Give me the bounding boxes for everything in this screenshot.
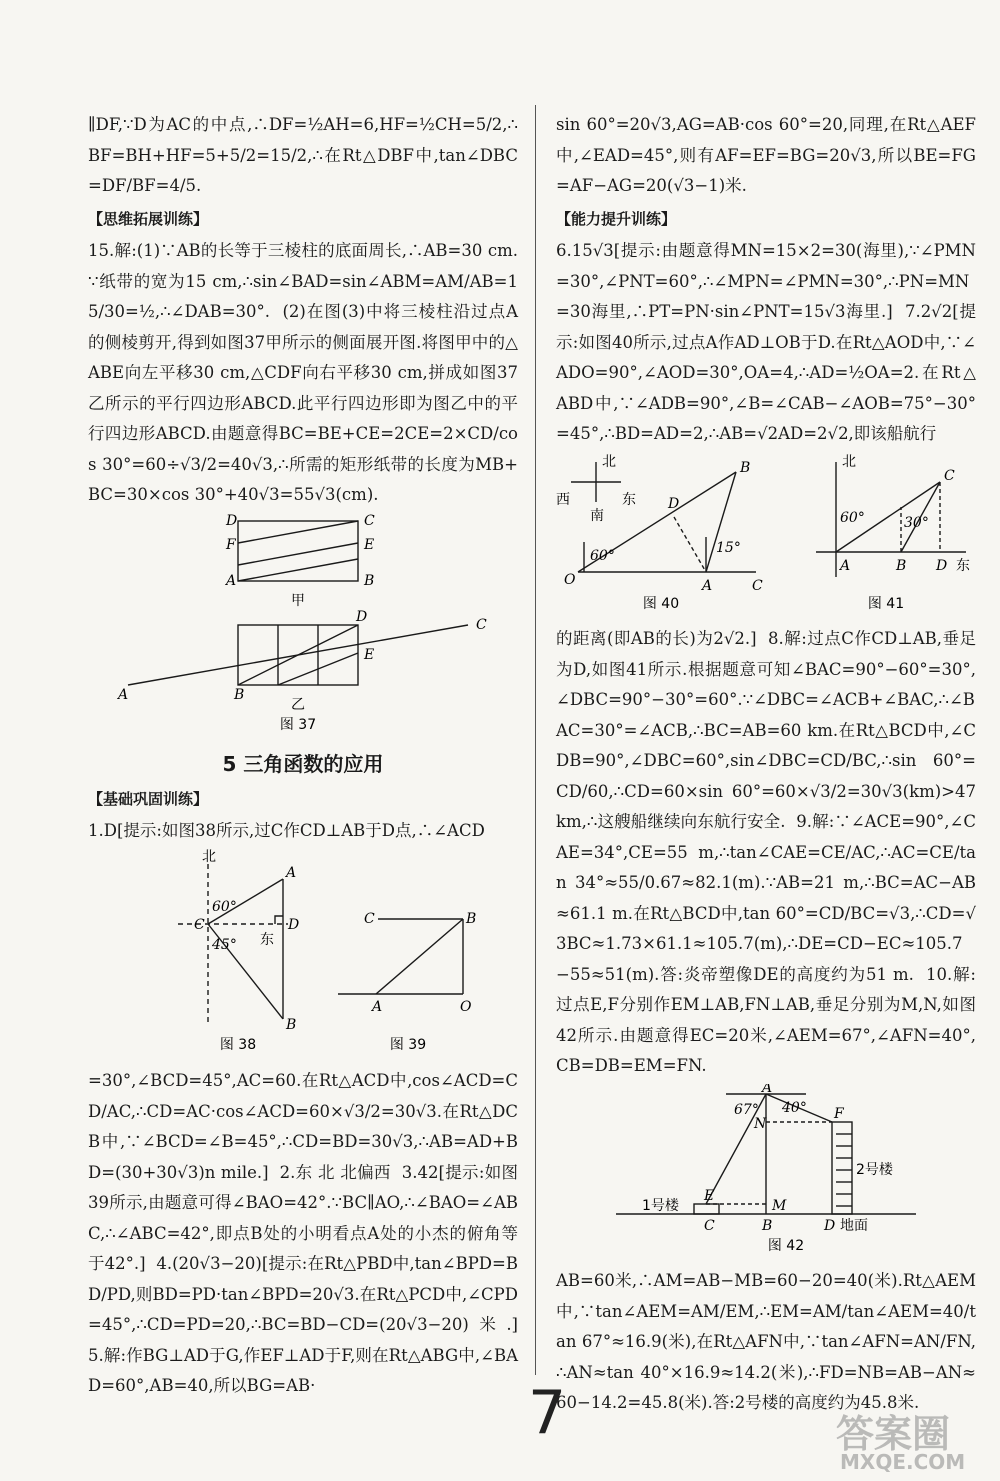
fig42-caption: 图 42 [767, 1237, 805, 1254]
svg-text:E: E [704, 1187, 715, 1204]
fig38-label-a: A [286, 864, 297, 881]
fig42-building1: 1号楼 [642, 1197, 679, 1214]
watermark-text: 答案圈 [836, 1412, 951, 1456]
svg-text:A: A [702, 577, 713, 594]
fig37b-label-b: B [234, 686, 245, 703]
fig40-north: 北 [602, 453, 616, 470]
svg-text:N: N [754, 1115, 767, 1132]
right-paragraph-3: 的距离(即AB的长)为2√2.] 8.解:过点C作CD⊥AB,垂足为D,如图41所示.根据题意可知∠BAC=90°−60°=30°,∠DBC=90°−30°=60°.∵∠DBC=∠ACB+∠BAC,∴∠BAC=30°=∠ACB,∴BC=AB=60 km.在Rt△BCD中,∠CDB=90°,∠DBC=60°,sin∠DBC=CD/BC,∴sin 60°=CD/60,∴CD=60×sin 60°=60×√3/2=30√3(km)>47 km,∴这艘船继续向东航行安全. 9.解:∵∠ACE=90°,∠CAE=34°,CE=55 m,∴tan∠CAE=CE/AC,∴AC=CE/tan 34°≈55/0.67≈82.1(m).∵AB=21 m,∴BC=AC−AB≈61.1 m.在Rt△BCD中,tan 60°=CD/BC=√3,∴CD=√3BC≈1.73×61.1≈105.7(m),∴DE=CD−EC≈105.7−55≈51(m).答:炎帝塑像DE的高度约为51 m. 10.解:过点E,F分别作EM⊥AB,FN⊥AB,垂足分别为M,N,如图42所示.由题意得EC=20米,∠AEM=67°,∠AFN=40°,CB=DB=EM=FN. [556, 629, 982, 1075]
svg-text:F: F [834, 1105, 844, 1122]
section-heading-basic: 【基础巩固训练】 [88, 789, 209, 808]
column-divider [535, 105, 536, 1375]
left-column [88, 110, 529, 1402]
fig37-caption: 图 37 [279, 716, 317, 733]
svg-text:D: D [824, 1217, 836, 1234]
svg-text:A: A [372, 998, 383, 1015]
fig38-angle-60: 60° [212, 898, 237, 915]
left-paragraph-4: =30°,∠BCD=45°,AC=60.在Rt△ACD中,cos∠ACD=CD/AC,∴CD=AC·cos∠ACD=60×√3/2=30√3.在Rt△DCB中,∵∠BCD=∠B=45°,∴CD=BD=30√3,∴AB=AD+BD=(30+30√3)n mile.] 2.东 北 北偏西 3.42[提示:如图39所示,由题意可得∠BAO=42°.∵BC∥AO,∴∠BAO=∠ABC,∴∠ABC=42°,即点B处的小明看点A处的小杰的俯角等于42°.] 4.(20√3−20)[提示:在Rt△PBD中,tan∠BPD=BD/PD,则BD=PD·tan∠BPD=20√3.在Rt△PCD中,∠CPD=45°,∴CD=PD=20,∴BC=BD−CD=(20√3−20)米.] 5.解:作BG⊥AD于G,作EF⊥AD于F,则在Rt△ABG中,∠BAD=60°,AB=40,所以BG=AB· [88, 1071, 529, 1395]
left-paragraph-2: 15.解:(1)∵AB的长等于三棱柱的底面周长,∴AB=30 cm.∵纸带的宽为15 cm,∴sin∠BAD=sin∠ABM=AM/AB=15/30=½,∴∠DAB=30°. (2)在图(3)中将三棱柱沿过点A的侧棱剪开,得到如图37甲所示的侧面展开图.将图甲中的△ABE向左平移30 cm,△CDF向右平移30 cm,拼成如图37乙所示的平行四边形ABCD.此平行四边形即为图乙中的平行四边形ABCD.由题意得BC=BE+CE=2CE=2×CD/cos 30°=60÷√3/2=40√3,∴所需的矩形纸带的长度为MB+BC=30×cos 30°+40√3=55√3(cm). [88, 241, 518, 504]
fig37-label-a: A [226, 572, 237, 589]
page-mark: 7 [528, 1378, 567, 1448]
fig42-building2: 2号楼 [856, 1161, 893, 1178]
fig41-angle-30: 30° [904, 514, 929, 531]
fig40-west: 西 [556, 491, 570, 508]
fig37b-label-a: A [118, 686, 129, 703]
fig40-angle-15: 15° [716, 539, 741, 556]
fig42-angle-67: 67° [734, 1101, 759, 1118]
fig41-caption: 图 41 [867, 595, 905, 612]
figures-38-39 [88, 849, 518, 1065]
svg-text:B: B [896, 557, 907, 574]
fig37-label-f: F [226, 536, 236, 553]
fig37b-label-d: D [356, 608, 368, 625]
fig40-east: 东 [622, 491, 636, 508]
svg-text:D: D [668, 495, 680, 512]
left-paragraph-1: ∥DF,∵D为AC的中点,∴DF=½AH=6,HF=½CH=5/2,∴BF=BH+HF=5+5/2=15/2,∴在Rt△DBF中,tan∠DBC=DF/BF=4/5. [88, 115, 518, 195]
fig38-north: 北 [202, 848, 216, 865]
svg-text:C: C [194, 916, 205, 933]
fig41-north: 北 [842, 453, 856, 470]
fig37-sub-jia: 甲 [291, 592, 305, 609]
fig41-angle-60: 60° [840, 509, 865, 526]
svg-text:A: A [762, 1083, 773, 1096]
fig40-angle-60: 60° [590, 547, 615, 564]
figures-40-41 [556, 452, 976, 623]
section-heading-ability: 【能力提升训练】 [556, 209, 677, 228]
fig37-label-b: B [364, 572, 375, 589]
fig42-ground: 地面 [840, 1217, 868, 1234]
section-title: 5 三角函数的应用 [222, 752, 384, 776]
svg-text:A: A [840, 557, 851, 574]
svg-text:C: C [364, 910, 375, 927]
svg-text:C: C [752, 577, 763, 594]
fig40-caption: 图 40 [642, 595, 680, 612]
fig42-angle-40: 40° [782, 1099, 807, 1116]
svg-text:M: M [772, 1197, 787, 1214]
watermark-logo [834, 1411, 984, 1473]
fig37-sub-yi: 乙 [291, 696, 305, 713]
fig38-angle-45: 45° [212, 936, 237, 953]
svg-text:D: D [288, 916, 300, 933]
fig37b-label-e: E [364, 646, 375, 663]
svg-text:B: B [466, 910, 477, 927]
fig41-east: 东 [956, 557, 970, 574]
fig40-south: 南 [590, 507, 604, 524]
left-paragraph-3: 1.D[提示:如图38所示,过C作CD⊥AB于D点,∴∠ACD [88, 821, 485, 840]
watermark-url: MXQE.COM [840, 1450, 966, 1473]
right-paragraph-2: 6.15√3[提示:由题意得MN=15×2=30(海里),∵∠PMN=30°,∠PNT=60°,∴∠MPN=∠PMN=30°,∴PN=MN=30海里,∴PT=PN·sin∠PNT=15√3海里.] 7.2√2[提示:如图40所示,过点A作AD⊥OB于D.在Rt△AOD中,∵∠ADO=90°,∠AOD=30°,OA=4,∴AD=½OA=2.在Rt△ABD中,∵∠ADB=90°,∠B=∠CAB−∠AOB=75°−30°=45°,∴BD=AD=2,∴AB=√2AD=2√2,即该船航行 [556, 241, 976, 443]
right-paragraph-1: sin 60°=20√3,AG=AB·cos 60°=20,同理,在Rt△AEF中,∠EAD=45°,则有AF=EF=BG=20√3,所以BE=FG=AF−AG=20(√3−1)米. [556, 115, 976, 195]
fig39-caption: 图 39 [389, 1036, 427, 1053]
fig37b-label-c: C [476, 616, 487, 633]
right-column [556, 110, 982, 1419]
svg-text:B: B [740, 459, 751, 476]
right-paragraph-4: AB=60米,∴AM=AB−MB=60−20=40(米).Rt△AEM中,∵tan∠AEM=AM/EM,∴EM=AM/tan∠AEM=40/tan 67°≈16.9(米),在Rt△AFN中,∵tan∠AFN=AN/FN,∴AN≈tan 40°×16.9≈14.2(米),∴FD=NB=AB−AN≈60−14.2=45.8(米).答:2号楼的高度约为45.8米. [556, 1271, 976, 1412]
svg-text:B: B [286, 1016, 297, 1033]
fig37-label-c: C [364, 512, 375, 529]
fig38-caption: 图 38 [219, 1036, 257, 1053]
svg-text:B: B [762, 1217, 773, 1234]
fig37-label-d: D [226, 512, 238, 529]
svg-text:O: O [564, 571, 576, 588]
figure-37 [88, 513, 518, 744]
svg-text:O: O [460, 998, 472, 1015]
fig38-east: 东 [260, 931, 274, 948]
svg-text:D: D [936, 557, 948, 574]
svg-text:C: C [944, 467, 955, 484]
figure-42 [556, 1084, 976, 1265]
section-heading-thinking: 【思维拓展训练】 [88, 209, 209, 228]
svg-text:C: C [704, 1217, 715, 1234]
fig37-label-e: E [364, 536, 375, 553]
